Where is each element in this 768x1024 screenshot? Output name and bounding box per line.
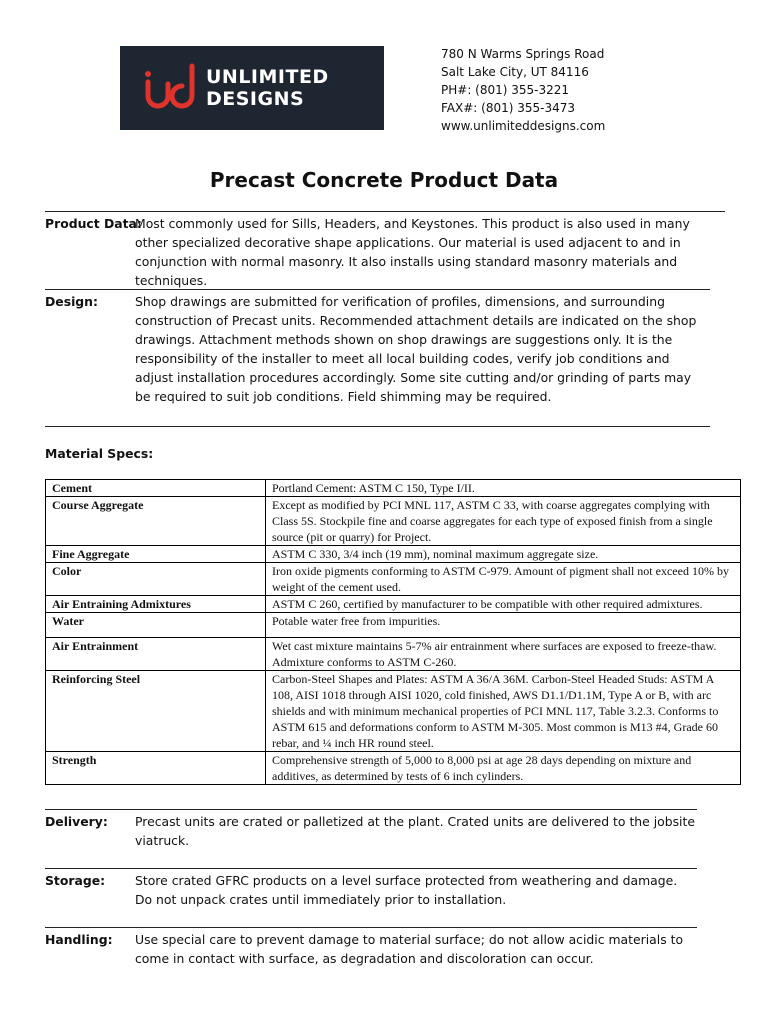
section-text: Most commonly used for Sills, Headers, and Keystones. This product is also used in many other specialized decorative shape applications. Our material is used adjacent to and in conjunction with normal masonry. It also installs using standard masonry materials and techniques. <box>135 216 690 288</box>
divider <box>45 868 697 869</box>
section-label: Design: <box>45 294 98 309</box>
design-section <box>45 292 710 412</box>
spec-name: Strength <box>46 752 266 785</box>
material-specs-table <box>45 479 741 785</box>
divider <box>45 809 697 810</box>
table-row <box>46 546 741 563</box>
spec-value: Wet cast mixture maintains 5-7% air entrainment where surfaces are exposed to freeze-thaw. Admixture conforms to ASTM C-260. <box>266 638 741 671</box>
spec-value: Comprehensive strength of 5,000 to 8,000 psi at age 28 days depending on mixture and additives, as determined by tests of 6 inch cylinders. <box>266 752 741 785</box>
spec-name: Reinforcing Steel <box>46 671 266 752</box>
spec-name: Air Entraining Admixtures <box>46 596 266 613</box>
address-street: 780 N Warms Springs Road <box>441 47 605 61</box>
spec-value: Except as modified by PCI MNL 117, ASTM C 33, with coarse aggregates complying with Class 5S. Stockpile fine and coarse aggregates for each type of exposed finish from a single source (pit or quarry) for Project. <box>266 497 741 546</box>
spec-value: Potable water free from impurities. <box>266 613 741 638</box>
spec-name: Course Aggregate <box>46 497 266 546</box>
spec-value: Iron oxide pigments conforming to ASTM C-979. Amount of pigment shall not exceed 10% by weight of the cement used. <box>266 563 741 596</box>
storage-section <box>45 871 697 915</box>
table-row <box>46 497 741 546</box>
spec-name: Air Entrainment <box>46 638 266 671</box>
product-data-section <box>45 214 725 288</box>
table-row <box>46 480 741 497</box>
material-specs-label: Material Specs: <box>45 446 154 461</box>
table-row <box>46 563 741 596</box>
spec-name: Cement <box>46 480 266 497</box>
page-title: Precast Concrete Product Data <box>209 168 559 192</box>
spec-name: Color <box>46 563 266 596</box>
spec-name: Fine Aggregate <box>46 546 266 563</box>
delivery-section <box>45 812 697 856</box>
divider <box>45 426 710 427</box>
divider <box>45 211 725 212</box>
section-label: Storage: <box>45 873 106 888</box>
section-text: Precast units are crated or palletized at the plant. Crated units are delivered to the jobsite viatruck. <box>135 814 695 848</box>
logo-wordmark <box>206 66 329 110</box>
company-address <box>441 45 605 135</box>
logo-line-2: DESIGNS <box>206 88 305 110</box>
logo-line-1: UNLIMITED <box>206 66 329 88</box>
address-fax: FAX#: (801) 355-3473 <box>441 101 575 115</box>
section-text: Shop drawings are submitted for verification of profiles, dimensions, and surrounding construction of Precast units. Recommended attachment details are indicated on the shop drawings. Attachment methods shown on shop drawings are suggestions only. It is the responsibility of the installer to meet all local building codes, verify job conditions and adjust installation procedures accordingly. Some site cutting and/or grinding of parts may be required to suit job conditions. Field shimming may be required. <box>135 294 697 404</box>
spec-value: ASTM C 260, certified by manufacturer to be compatible with other required admixtures. <box>266 596 741 613</box>
table-row <box>46 752 741 785</box>
table-row <box>46 613 741 638</box>
divider <box>45 289 710 290</box>
section-label: Handling: <box>45 932 113 947</box>
address-city: Salt Lake City, UT 84116 <box>441 65 589 79</box>
section-label: Delivery: <box>45 814 108 829</box>
address-phone: PH#: (801) 355-3221 <box>441 83 570 97</box>
handling-section <box>45 930 697 974</box>
spec-value: ASTM C 330, 3/4 inch (19 mm), nominal maximum aggregate size. <box>266 546 741 563</box>
section-text: Use special care to prevent damage to material surface; do not allow acidic materials to come in contact with surface, as degradation and discoloration can occur. <box>135 932 684 966</box>
spec-value: Carbon-Steel Shapes and Plates: ASTM A 36/A 36M. Carbon-Steel Headed Studs: ASTM A 108, AISI 1018 through AISI 1020, cold finished, AWS D1.1/D1.1M, Type A or B, with arc shields and with minimum mechanical properties of PCI MNL 117, Table 3.2.3. Conforms to ASTM 615 and deformations conform to ASTM M-305. Most common is M13 #4, Grade 60 rebar, and ¼ inch HR round steel. <box>266 671 741 752</box>
section-label: Product Data: <box>45 216 142 231</box>
spec-value: Portland Cement: ASTM C 150, Type I/II. <box>266 480 741 497</box>
table-row <box>46 596 741 613</box>
table-row <box>46 638 741 671</box>
divider <box>45 927 697 928</box>
ud-logo-mark-icon <box>142 62 198 114</box>
spec-name: Water <box>46 613 266 638</box>
section-text: Store crated GFRC products on a level surface protected from weathering and damage. Do not unpack crates until immediately prior to installation. <box>135 873 678 907</box>
address-website[interactable]: www.unlimiteddesigns.com <box>441 119 606 133</box>
company-logo <box>120 46 384 130</box>
table-row <box>46 671 741 752</box>
